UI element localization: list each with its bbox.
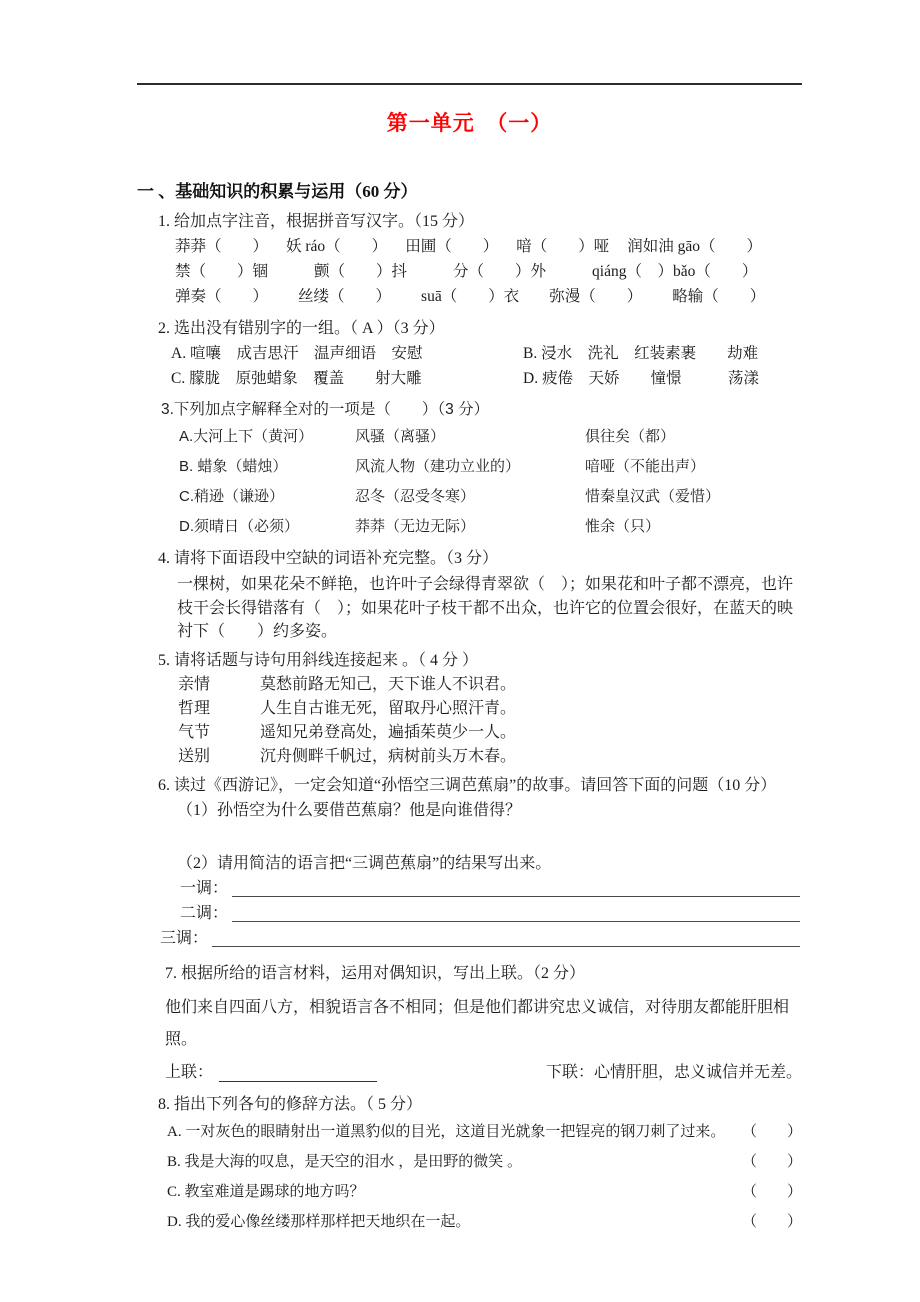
q4-paragraph: 一棵树，如果花朵不鲜艳，也许叶子会绿得青翠欲（ ）；如果花和叶子都不漂亮，也许枝干会长得错落有（ ）；如果花叶子枝干都不出众，也许它的位置会很好，在蓝天的映衬下（ ）约多姿。 bbox=[177, 576, 794, 640]
q6-blank-row bbox=[160, 926, 802, 951]
q1-item: 弹奏（ ） bbox=[175, 288, 269, 305]
q6-sub-question-2: （2）请用简洁的语言把“三调芭蕉扇”的结果写出来。 bbox=[177, 854, 552, 872]
q1-item: 丝缕（ ） bbox=[298, 288, 392, 305]
q8-sentence: D. 我的爱心像丝缕那样那样把天地织在一起。 bbox=[167, 1213, 471, 1230]
page-title: 第一单元 （一） bbox=[386, 111, 553, 135]
question-2 bbox=[137, 316, 802, 391]
q6-blank-row bbox=[180, 876, 802, 901]
q3-option-cell: B. 蜡象（蜡烛） bbox=[179, 458, 288, 475]
q3-option-cell: 俱往矣（都） bbox=[585, 428, 676, 445]
q8-item bbox=[167, 1207, 802, 1237]
q5-topic-label: 气节 bbox=[178, 723, 211, 741]
q8-sentence: B. 我是大海的叹息，是天空的泪水 ，是田野的微笑 。 bbox=[167, 1153, 523, 1170]
q6-blank-label: 二调： bbox=[180, 904, 229, 922]
q3-option-cell: 风流人物（建功立业的） bbox=[355, 458, 521, 475]
q1-item: 禁（ ）锢 bbox=[175, 263, 269, 280]
header-rule bbox=[137, 83, 802, 85]
q8-sentence: C. 教室难道是踢球的地方吗？ bbox=[167, 1183, 365, 1200]
q1-item: 田圃（ ） bbox=[405, 238, 499, 255]
q1-item: qiáng（ ）bǎo（ ） bbox=[592, 263, 758, 280]
q5-poem-line: 遥知兄弟登高处，遍插茱萸少一人。 bbox=[260, 723, 517, 741]
q1-item: suā（ ）衣 bbox=[421, 288, 520, 305]
q8-sentence: A. 一对灰色的眼睛射出一道黑豹似的目光，这道目光就象一把锃亮的钢刀刺了过来。 bbox=[167, 1123, 726, 1140]
q4-heading: 4. 请将下面语段中空缺的词语补充完整。（3 分） bbox=[158, 550, 499, 567]
q5-match-list bbox=[178, 673, 802, 769]
q2-option-group: B. 浸水 洗礼 红装素裹 劫难 bbox=[523, 345, 759, 362]
q3-option-cell: 喑哑（不能出声） bbox=[585, 458, 706, 475]
question-3 bbox=[137, 398, 802, 542]
q1-row bbox=[175, 284, 802, 309]
q3-heading: 3.下列加点字解释全对的一项是（ ）（3 分） bbox=[161, 401, 490, 418]
q3-option-cell: A.大河上下（黄河） bbox=[179, 428, 314, 445]
q1-item: 莽莽（ ） bbox=[175, 238, 269, 255]
q7-shanglian bbox=[165, 1060, 377, 1086]
q8-answer-paren: （ ） bbox=[741, 1123, 802, 1140]
q7-answer-underline[interactable] bbox=[219, 1081, 377, 1082]
question-8 bbox=[137, 1092, 802, 1237]
question-7 bbox=[137, 961, 802, 1086]
q1-item: 分（ ）外 bbox=[453, 263, 547, 280]
answer-underline[interactable] bbox=[232, 896, 800, 897]
q1-item: 喑（ ）哑 bbox=[516, 238, 610, 255]
q1-item: 略输（ ） bbox=[672, 288, 766, 305]
q3-option-cell: D.须晴日（必须） bbox=[179, 518, 300, 535]
q2-heading: 2. 选出没有错别字的一组。（ A ）（3 分） bbox=[158, 320, 445, 337]
q6-blank-row bbox=[180, 901, 802, 926]
q5-topic-label: 亲情 bbox=[178, 675, 211, 693]
q3-option-cell: 莽莽（无边无际） bbox=[355, 518, 476, 535]
question-5 bbox=[137, 648, 802, 769]
q3-option-cell: C.稍逊（谦逊） bbox=[179, 488, 285, 505]
q1-item: 润如油 gāo（ ） bbox=[627, 238, 762, 255]
question-1 bbox=[137, 209, 802, 309]
q5-heading: 5. 请将话题与诗句用斜线连接起来 。（ 4 分 ） bbox=[158, 651, 479, 669]
answer-underline[interactable] bbox=[212, 946, 800, 947]
q8-item bbox=[167, 1117, 802, 1147]
q8-heading: 8. 指出下列各句的修辞方法。（ 5 分） bbox=[158, 1095, 423, 1113]
q6-sub-question-1: （1）孙悟空为什么要借芭蕉扇？他是向谁借得？ bbox=[177, 801, 522, 819]
q2-row bbox=[171, 341, 802, 391]
question-6 bbox=[137, 773, 802, 951]
q8-item bbox=[167, 1177, 802, 1207]
q3-option-cell: 忍冬（忍受冬寒） bbox=[355, 488, 476, 505]
q7-couplet-row bbox=[165, 1060, 802, 1086]
q1-heading: 1. 给加点字注音，根据拼音写汉字。（15 分） bbox=[158, 213, 475, 230]
q6-heading: 6. 读过《西游记》，一定会知道“孙悟空三调芭蕉扇”的故事。请回答下面的问题（10 分） bbox=[158, 776, 777, 794]
q1-item: 颤（ ）抖 bbox=[314, 263, 408, 280]
q8-item bbox=[167, 1147, 802, 1177]
q5-poem-line: 莫愁前路无知己，天下谁人不识君。 bbox=[260, 675, 517, 693]
q6-blank-label: 一调： bbox=[180, 879, 229, 897]
section-heading: 一 、基础知识的积累与运用（60 分） bbox=[137, 182, 418, 201]
q8-answer-paren: （ ） bbox=[741, 1153, 802, 1170]
q8-answer-paren: （ ） bbox=[741, 1213, 802, 1230]
q1-item: 妖 ráo（ ） bbox=[286, 238, 388, 255]
q7-shanglian-label: 上联： bbox=[165, 1063, 214, 1081]
q7-heading: 7. 根据所给的语言材料，运用对偶知识，写出上联。（2 分） bbox=[165, 964, 586, 982]
q1-row bbox=[175, 259, 802, 284]
q7-paragraph: 他们来自四面八方，相貌语言各不相同；但是他们都讲究忠义诚信，对待朋友都能肝胆相照。 bbox=[165, 998, 790, 1048]
q2-option-group: C. 朦胧 原弛蜡象 覆盖 射大雕 bbox=[171, 370, 422, 387]
q5-topic-label: 送别 bbox=[178, 747, 211, 765]
q3-option-cell: 惟余（只） bbox=[585, 518, 661, 535]
q2-option-group: A. 喧嚷 成吉思汗 温声细语 安慰 bbox=[171, 345, 423, 362]
q1-item: 弥漫（ ） bbox=[549, 288, 643, 305]
q5-topic-label: 哲理 bbox=[178, 699, 211, 717]
q5-poem-line: 人生自古谁无死，留取丹心照汗青。 bbox=[260, 699, 517, 717]
q2-option-group: D. 疲倦 天娇 憧憬 荡漾 bbox=[523, 370, 759, 387]
question-4 bbox=[137, 546, 802, 644]
q6-blank-label: 三调： bbox=[160, 929, 209, 947]
q1-row bbox=[175, 234, 802, 259]
q3-options bbox=[179, 422, 802, 542]
q7-xialian-text: 下联：心情肝胆，忠义诚信并无差。 bbox=[545, 1063, 802, 1081]
q5-poem-line: 沉舟侧畔千帆过，病树前头万木春。 bbox=[260, 747, 517, 765]
q3-option-cell: 风骚（离骚） bbox=[355, 428, 446, 445]
q8-answer-paren: （ ） bbox=[741, 1183, 802, 1200]
answer-underline[interactable] bbox=[232, 921, 800, 922]
q3-option-cell: 惜秦皇汉武（爱惜） bbox=[585, 488, 721, 505]
